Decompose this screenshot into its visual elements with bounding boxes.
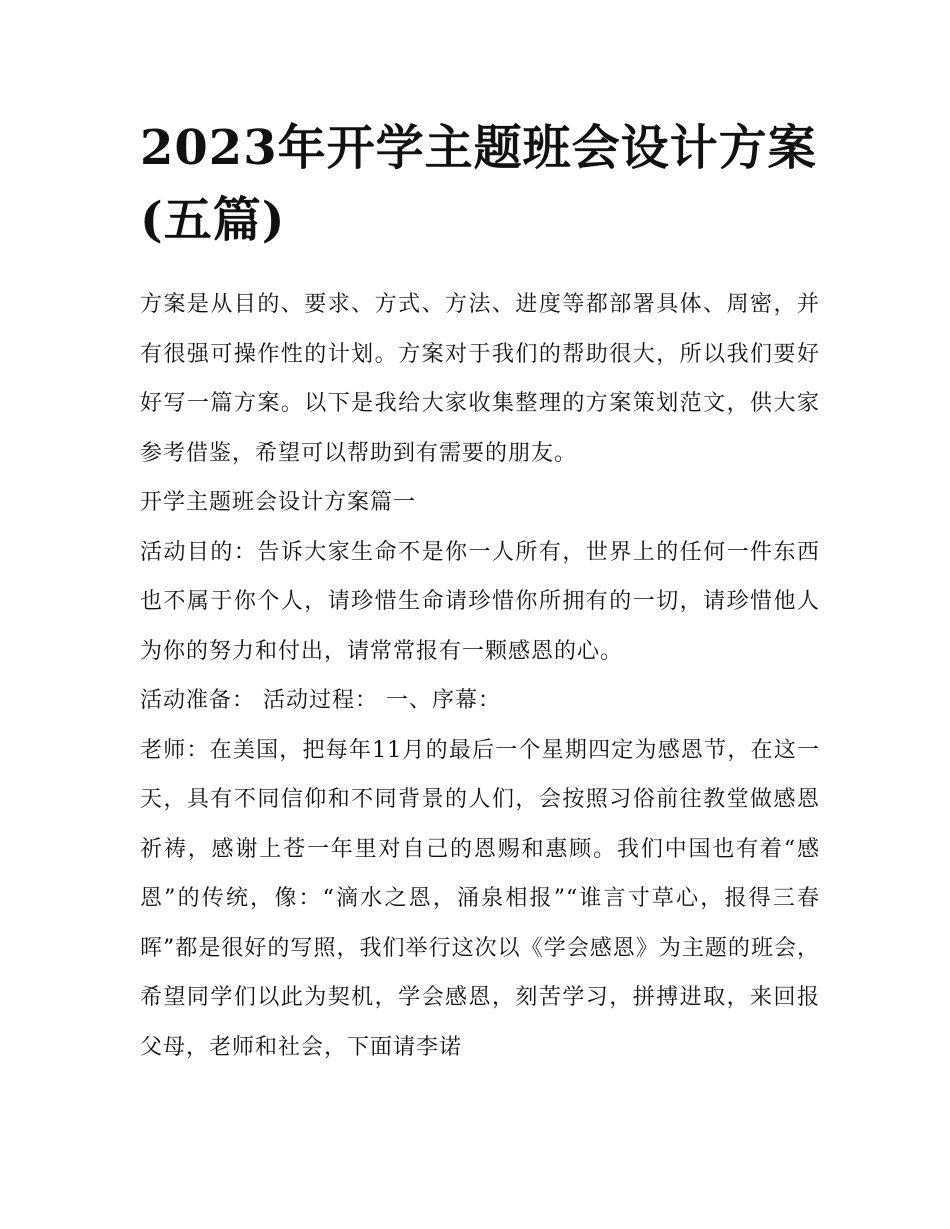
activity-purpose-paragraph: 活动目的：告诉大家生命不是你一人所有，世界上的任何一件东西也不属于你个人，请珍惜生命请珍惜你所拥有的一切，请珍惜他人为你的努力和付出，请常常报有一颗感恩的心。	[140, 539, 820, 664]
document-page	[140, 112, 820, 1072]
section-heading: 开学主题班会设计方案篇一	[140, 490, 417, 515]
activity-preparation-line: 活动准备： 活动过程： 一、序幕：	[140, 688, 501, 713]
document-title: 2023年开学主题班会设计方案(五篇)	[140, 120, 817, 248]
intro-paragraph: 方案是从目的、要求、方式、方法、进度等都部署具体、周密，并有很强可操作性的计划。方案对于我们的帮助很大，所以我们要好好写一篇方案。以下是我给大家收集整理的方案策划范文，供大家参考借鉴，希望可以帮助到有需要的朋友。	[140, 292, 820, 466]
teacher-speech-paragraph: 老师：在美国，把每年11月的最后一个星期四定为感恩节，在这一天，具有不同信仰和不同背景的人们，会按照习俗前往教堂做感恩祈祷，感谢上苍一年里对自己的恩赐和惠顾。我们中国也有着“感恩”的传统，像：“滴水之恩，涌泉相报”“谁言寸草心，报得三春晖”都是很好的写照，我们举行这次以《学会感恩》为主题的班会，希望同学们以此为契机，学会感恩，刻苦学习，拼搏进取，来回报父母，老师和社会，下面请李诺	[140, 737, 820, 1060]
